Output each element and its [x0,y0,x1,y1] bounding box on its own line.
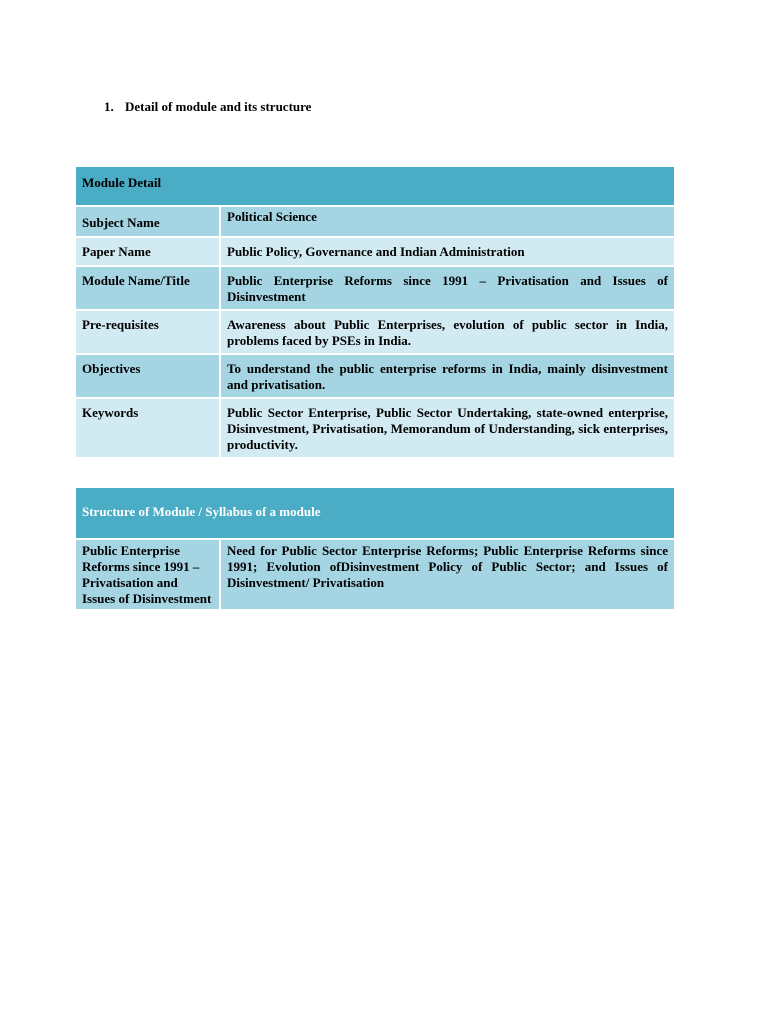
row-value-prerequisites: Awareness about Public Enterprises, evolution of public sector in India, problems faced by PSEs in India. [220,310,675,354]
row-label-paper-name: Paper Name [75,237,220,266]
row-label-keywords: Keywords [75,398,220,458]
structure-row-label: Public Enterprise Reforms since 1991 – Privatisation and Issues of Disinvestment [75,539,220,610]
table-row [75,266,675,310]
module-detail-header: Module Detail [75,166,675,206]
module-structure-table [74,486,676,611]
row-value-paper-name: Public Policy, Governance and Indian Administration [220,237,675,266]
table-header-row [75,487,675,539]
table-row [75,310,675,354]
structure-row-value: Need for Public Sector Enterprise Reforms; Public Enterprise Reforms since 1991; Evolution ofDisinvestment Policy of Public Sector; and Issues of Disinvestment/ Privatisation [220,539,675,610]
table-header-row [75,166,675,206]
table-row [75,354,675,398]
table-row [75,398,675,458]
section-heading [104,99,311,115]
section-title: Detail of module and its structure [125,99,312,114]
row-label-module-name: Module Name/Title [75,266,220,310]
table-row [75,206,675,237]
row-label-prerequisites: Pre-requisites [75,310,220,354]
row-value-objectives: To understand the public enterprise reforms in India, mainly disinvestment and privatisation. [220,354,675,398]
row-value-subject-name: Political Science [220,206,675,237]
table-row [75,539,675,610]
structure-header: Structure of Module / Syllabus of a module [75,487,675,539]
row-value-module-name: Public Enterprise Reforms since 1991 – Privatisation and Issues of Disinvestment [220,266,675,310]
row-label-subject-name: Subject Name [75,206,220,237]
row-value-keywords: Public Sector Enterprise, Public Sector Undertaking, state-owned enterprise, Disinvestment, Privatisation, Memorandum of Understanding, sick enterprises, productivity. [220,398,675,458]
section-number: 1. [104,99,114,114]
module-detail-table [74,165,676,459]
row-label-objectives: Objectives [75,354,220,398]
table-row [75,237,675,266]
